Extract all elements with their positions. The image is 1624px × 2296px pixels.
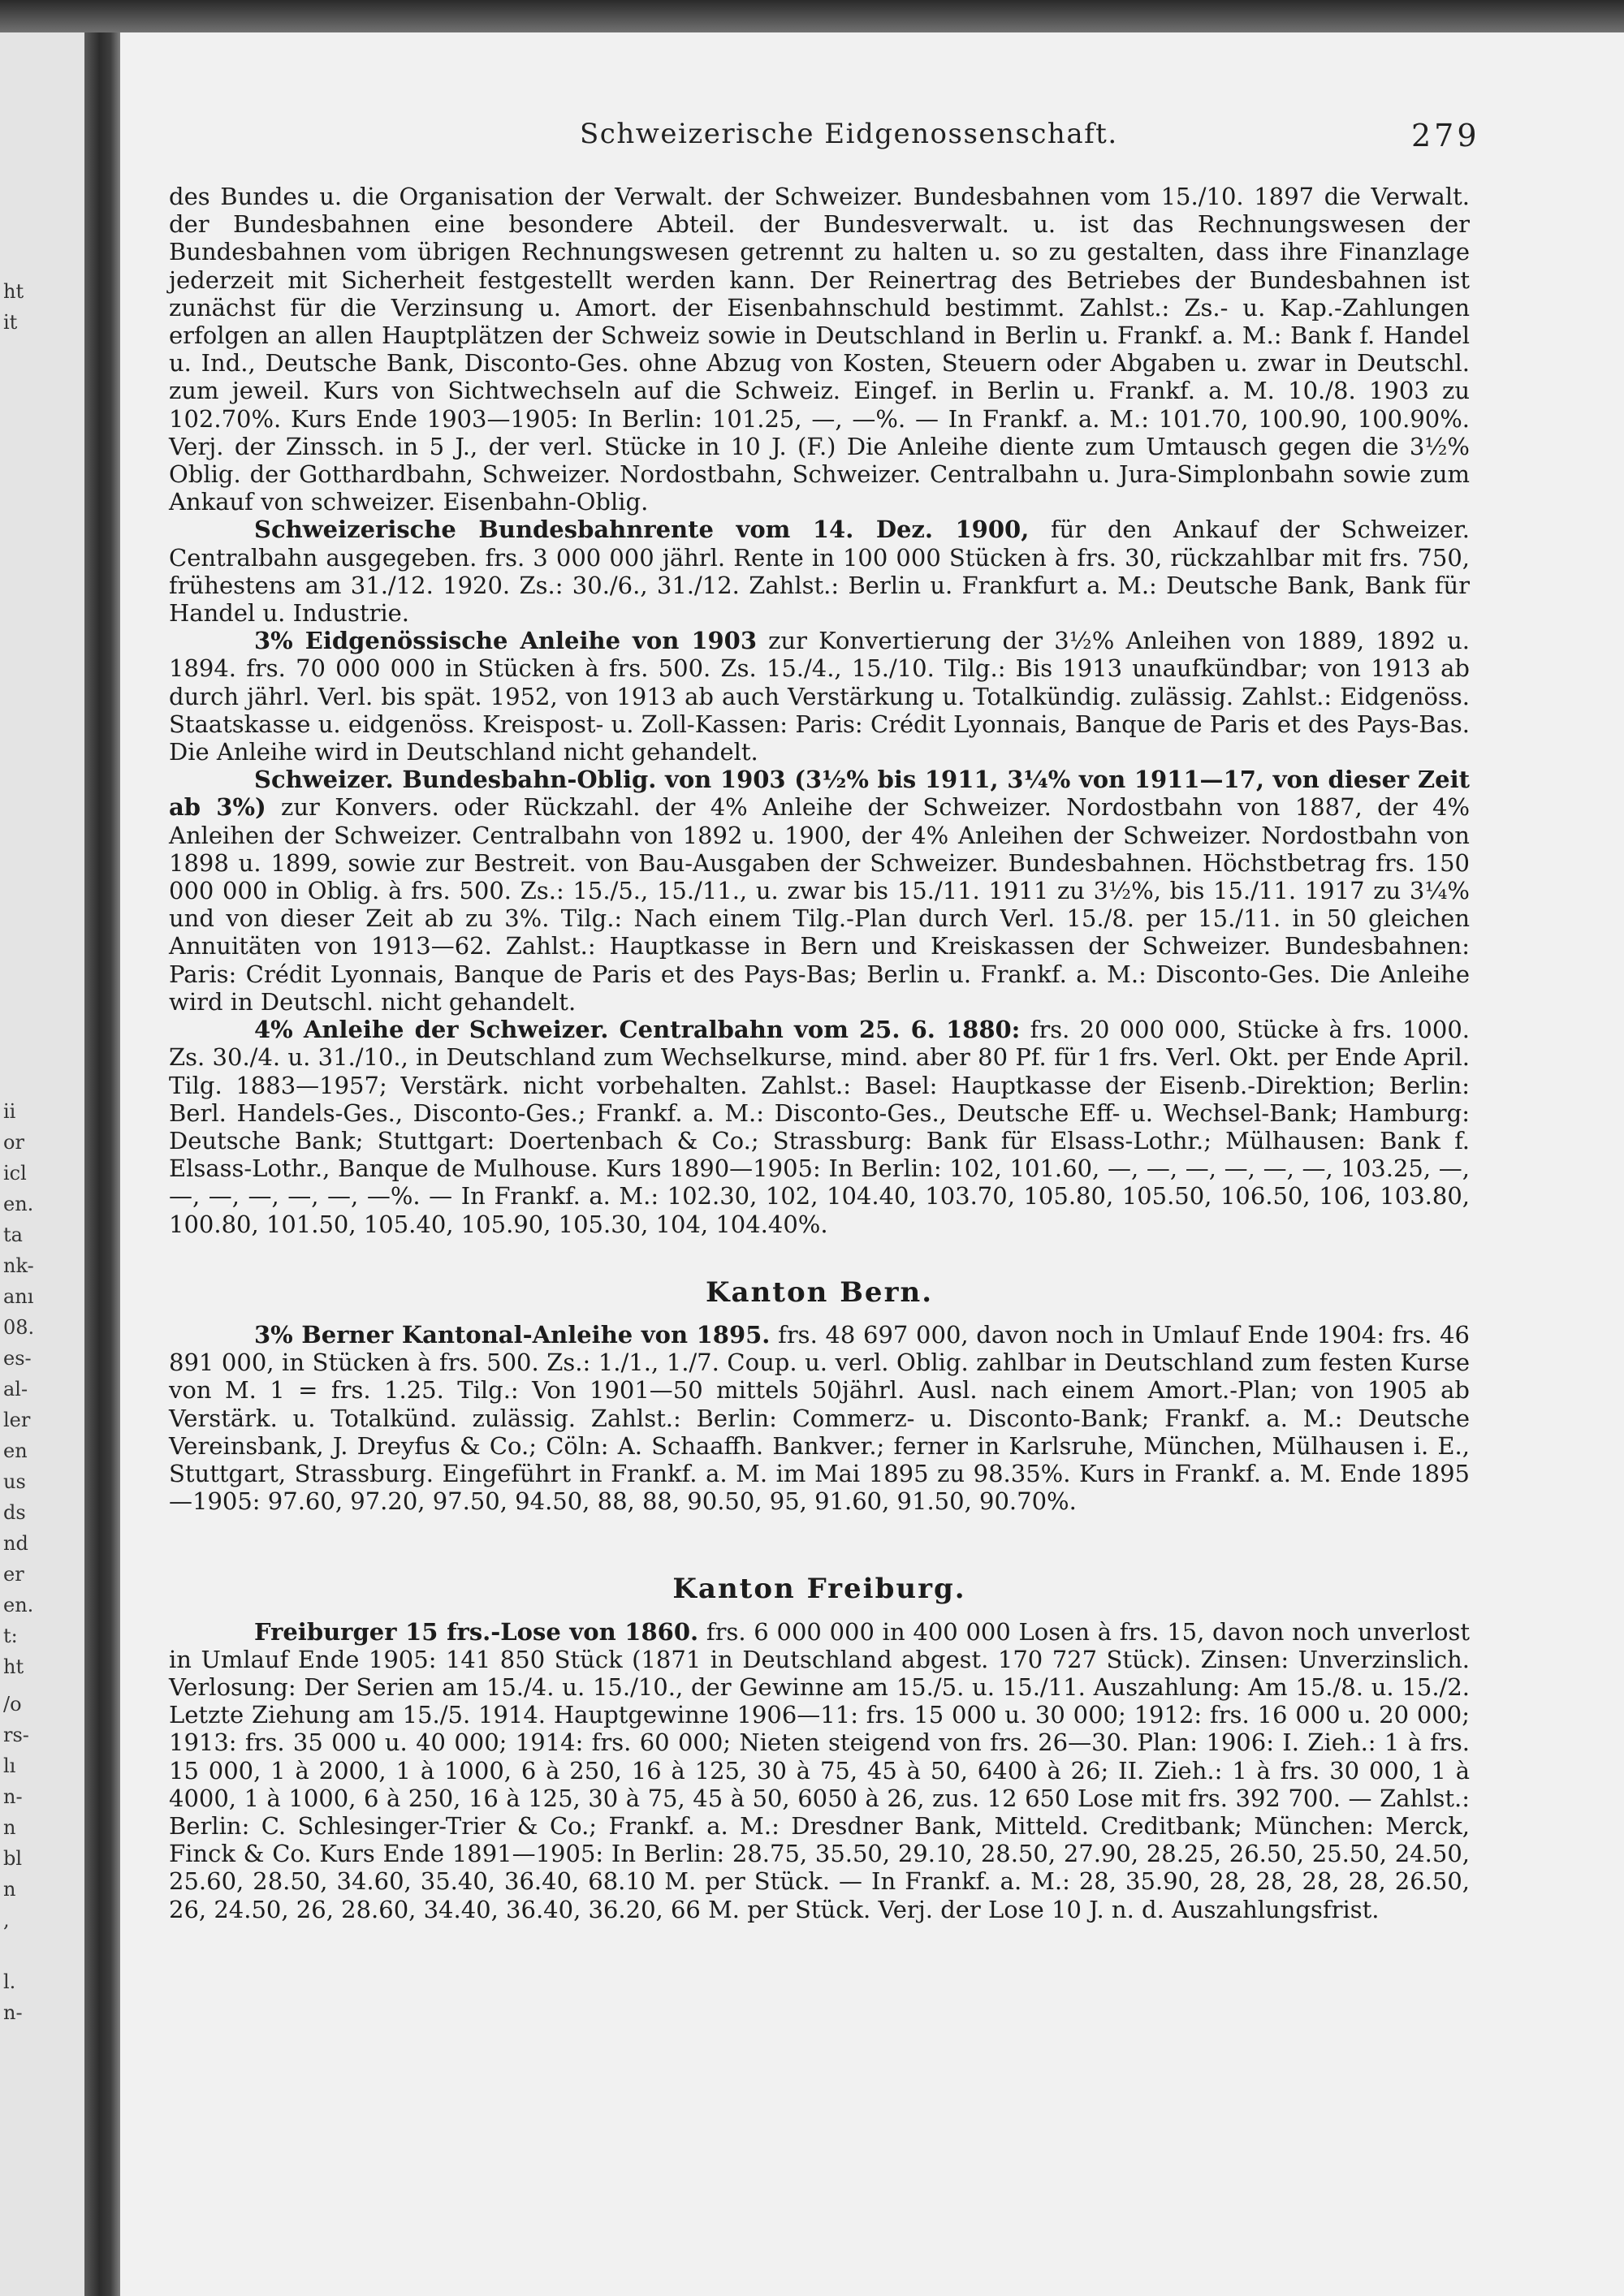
loan-details: frs. 48 697 000, davon noch in Umlauf Ende 1904: frs. 46 891 000, in Stücken à frs. 500. Zs.: 1./1., 1./7. Coup. u. verl. Oblig. zahlbar in Deutschland zum festen Kurse von M. 1 = frs. 1.25. Tilg.: Von 1901—50 mittels 50jährl. Ausl. nach einem Amort.-Plan; von 1905 ab Verstärk. u. Totalkünd. zulässig. Zahlst.: Berlin: Commerz- u. Disconto-Bank; Frankf. a. M.: Deutsche Vereinsbank, J. Dreyfus & Co.; Cöln: A. Schaaffh. Bankver.; ferner in Karlsruhe, München, Mülhausen i. E., Stuttgart, Strassburg. Eingeführt in Frankf. a. M. im Mai 1895 zu 98.35%. Kurs in Frankf. a. M. Ende 1895—1905: 97.60, 97.20, 97.50, 94.50, 88, 88, 90.50, 95, 91.60, 91.50, 90.70%. <box>169 1320 1470 1516</box>
loan-details: für den Ankauf der Schweizer. Centralbahn ausgegeben. frs. 3 000 000 jährl. Rente in 100 000 Stücken à frs. 30, rückzahlbar mit frs. 750, frühestens am 31./12. 1920. Zs.: 30./6., 31./12. Zahlst.: Berlin u. Frankfurt a. M.: Deutsche Bank, Bank für Handel u. Industrie. <box>169 516 1470 628</box>
margin-fragment: ht it <box>3 280 24 334</box>
loan-entry <box>169 1618 1470 1923</box>
loan-title: Schweizer. Bundesbahn-Oblig. von 1903 (3½% bis 1911, 3¼% von 1911—17, von dieser Zeit ab 3%) <box>169 766 1470 822</box>
loan-entry <box>169 766 1470 1016</box>
loan-entry <box>169 516 1470 627</box>
loan-entry <box>169 1321 1470 1515</box>
page-body <box>169 183 1470 1923</box>
intro-paragraph: des Bundes u. die Organisation der Verwalt. der Schweizer. Bundesbahnen vom 15./10. 1897 die Verwalt. der Bundesbahnen eine besondere Abteil. der Bundesverwalt. u. ist das Rechnungswesen der Bundesbahnen vom übrigen Rechnungswesen getrennt zu halten u. so zu gestalten, dass ihre Finanzlage jederzeit mit Sicherheit festgestellt werden kann. Der Reinertrag des Betriebes der Bundesbahnen ist zunächst für die Verzinsung u. Amort. der Eisenbahnschuld bestimmt. Zahlst.: Zs.- u. Kap.-Zahlungen erfolgen an allen Hauptplätzen der Schweiz sowie in Deutschland in Berlin u. Frankf. a. M.: Bank f. Handel u. Ind., Deutsche Bank, Disconto-Ges. ohne Abzug von Kosten, Steuern oder Abgaben u. zwar in Deutschl. zum jeweil. Kurs von Sichtwechseln auf die Schweiz. Eingef. in Berlin u. Frankf. a. M. 10./8. 1903 zu 102.70%. Kurs Ende 1903—1905: In Berlin: 101.25, —, —%. — In Frankf. a. M.: 101.70, 100.90, 100.90%. Verj. der Zinssch. in 5 J., der verl. Stücke in 10 J. (F.) Die Anleihe diente zum Umtausch gegen die 3½% Oblig. der Gotthardbahn, Schweizer. Nordostbahn, Schweizer. Centralbahn u. Jura-Simplonbahn sowie zum Ankauf von schweizer. Eisenbahn-Oblig. <box>169 183 1470 516</box>
loan-entry <box>169 1016 1470 1238</box>
loan-title: 3% Berner Kantonal-Anleihe von 1895. <box>254 1320 771 1349</box>
loan-details: frs. 6 000 000 in 400 000 Losen à frs. 15, davon noch unverlost in Umlauf Ende 1905: 141 850 Stück (1871 in Deutschland abgest. 170 727 Stück). Zinsen: Unverzinslich. Verlosung: Der Serien am 15./4. u. 15./10., der Gewinne am 15./5. u. 15./11. Auszahlung: Am 15./8. u. 15./2. Letzte Ziehung am 15./5. 1914. Hauptgewinne 1906—11: frs. 15 000 u. 30 000; 1912: frs. 16 000 u. 20 000; 1913: frs. 35 000 u. 40 000; 1914: frs. 60 000; Nieten steigend von frs. 26—30. Plan: 1906: I. Zieh.: 1 à frs. 15 000, 1 à 2000, 1 à 1000, 6 à 250, 16 à 125, 30 à 75, 45 à 50, 6400 à 26; II. Zieh.: 1 à frs. 30 000, 1 à 4000, 1 à 1000, 6 à 250, 16 à 125, 30 à 75, 45 à 50, 6050 à 26, zus. 12 650 Lose mit frs. 392 700. — Zahlst.: Berlin: C. Schlesinger-Trier & Co.; Frankf. a. M.: Dresdner Bank, Mitteld. Creditbank; München: Merck, Finck & Co. Kurs Ende 1891—1905: In Berlin: 28.75, 35.50, 29.10, 28.50, 27.90, 28.25, 26.50, 25.50, 24.50, 25.60, 28.50, 34.60, 35.40, 36.40, 68.10 M. per Stück. — In Frankf. a. M.: 28, 35.90, 28, 28, 28, 28, 26.50, 26, 24.50, 26, 28.60, 34.40, 36.40, 36.20, 66 M. per Stück. Verj. der Lose 10 J. n. d. Auszahlungsfrist. <box>169 1617 1470 1923</box>
section-heading-bern: Kanton Bern. <box>705 1275 934 1309</box>
loan-title: Freiburger 15 frs.-Lose von 1860. <box>254 1617 699 1646</box>
section-heading-freiburg: Kanton Freiburg. <box>672 1573 966 1606</box>
margin-fragment: /o rs- lı n- n bl n , l. n- <box>3 1693 29 2024</box>
facing-page-edge <box>0 32 91 2296</box>
running-header <box>120 118 1624 158</box>
loan-title: Schweizerische Bundesbahnrente vom 14. Dez. 1900, <box>254 516 1030 544</box>
running-title: Schweizerische Eidgenossenschaft. <box>580 118 1118 150</box>
page-number: 279 <box>1411 118 1480 153</box>
loan-title: 3% Eidgenössische Anleihe von 1903 <box>254 627 758 655</box>
loan-details: frs. 20 000 000, Stücke à frs. 1000. Zs. 30./4. u. 31./10., in Deutschland zum Wechselkurse, mind. aber 80 Pf. für 1 frs. Verl. Okt. per Ende April. Tilg. 1883—1957; Verstärk. nicht vorbehalten. Zahlst.: Basel: Hauptkasse der Eisenb.-Direktion; Berlin: Berl. Handels-Ges., Disconto-Ges.; Frankf. a. M.: Disconto-Ges., Deutsche Eff- u. Wechsel-Bank; Hamburg: Deutsche Bank; Stuttgart: Doertenbach & Co.; Strassburg: Bank für Elsass-Lothr.; Mülhausen: Bank f. Elsass-Lothr., Banque de Mulhouse. Kurs 1890—1905: In Berlin: 102, 101.60, —, —, —, —, —, —, 103.25, —, —, —, —, —, —, —%. — In Frankf. a. M.: 102.30, 102, 104.40, 103.70, 105.80, 105.50, 106.50, 106, 103.80, 100.80, 101.50, 105.40, 105.90, 105.30, 104, 104.40%. <box>169 1016 1470 1238</box>
loan-entry <box>169 627 1470 766</box>
margin-fragment: ii or icl en. ta nk- anı 08. es- al- ler en us ds nd er en. t: ht <box>3 1100 35 1678</box>
book-gutter <box>84 32 122 2296</box>
loan-title: 4% Anleihe der Schweizer. Centralbahn vom 25. 6. 1880: <box>254 1016 1021 1044</box>
loan-details: zur Konvers. oder Rückzahl. der 4% Anleihe der Schweizer. Nordostbahn von 1887, der 4% Anleihen der Schweizer. Centralbahn von 1892 u. 1900, der 4% Anleihen der Schweizer. Nordostbahn von 1898 u. 1899, sowie zur Bestreit. von Bau-Ausgaben der Schweizer. Bundesbahnen. Höchstbetrag frs. 150 000 000 in Oblig. à frs. 500. Zs.: 15./5., 15./11., u. zwar bis 15./11. 1911 zu 3½%, bis 15./11. 1917 zu 3¼% und von dieser Zeit ab zu 3%. Tilg.: Nach einem Tilg.-Plan durch Verl. 15./8. per 15./11. in 50 gleichen Annuitäten von 1913—62. Zahlst.: Hauptkasse in Bern und Kreiskassen der Schweizer. Bundesbahnen: Paris: Crédit Lyonnais, Banque de Paris et des Pays-Bas; Berlin u. Frankf. a. M.: Disconto-Ges. Die Anleihe wird in Deutschl. nicht gehandelt. <box>169 793 1471 1016</box>
loan-details: zur Konvertierung der 3½% Anleihen von 1889, 1892 u. 1894. frs. 70 000 000 in Stücken à frs. 500. Zs. 15./4., 15./10. Tilg.: Bis 1913 unaufkündbar; von 1913 ab durch jährl. Verl. bis spät. 1952, von 1913 ab auch Verstärkung u. Totalkündig. zulässig. Zahlst.: Eidgenöss. Staatskasse u. eidgenöss. Kreispost- u. Zoll-Kassen: Paris: Crédit Lyonnais, Banque de Paris et des Pays-Bas. Die Anleihe wird in Deutschland nicht gehandelt. <box>169 627 1470 766</box>
